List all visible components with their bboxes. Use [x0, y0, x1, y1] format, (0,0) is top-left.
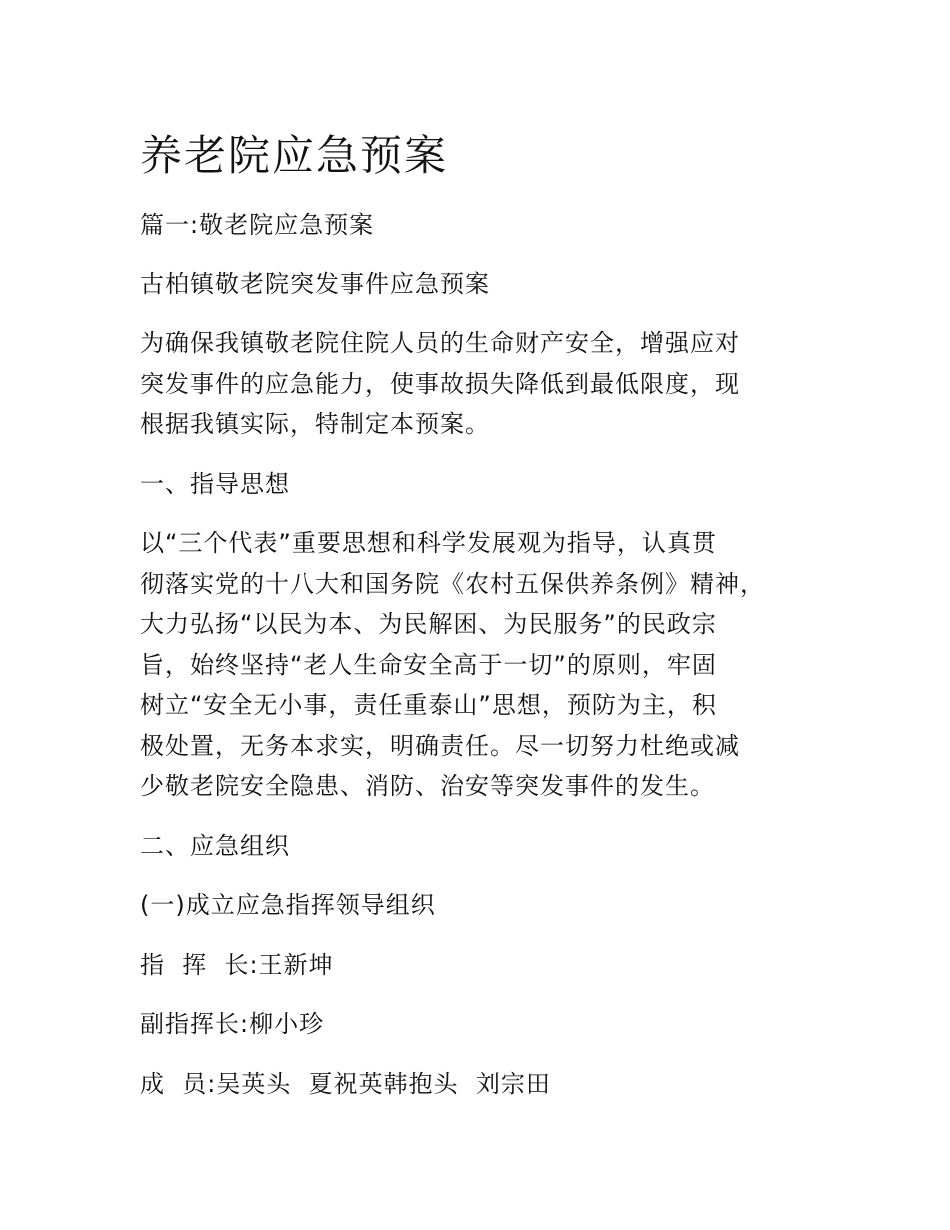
section-heading-guiding-thought: 一、指导思想 — [140, 470, 290, 498]
plan-subtitle: 古柏镇敬老院突发事件应急预案 — [140, 270, 490, 298]
commander-line: 指 挥 长:王新坤 — [140, 951, 334, 979]
guiding-thought-paragraph — [140, 523, 800, 807]
paragraph-line: 突发事件的应急能力，使事故损失降低到最低限度，现 — [140, 369, 740, 398]
paragraph-line: 以“三个代表”重要思想和科学发展观为指导，认真贯 — [140, 529, 717, 557]
document-title: 养老院应急预案 — [140, 131, 449, 180]
deputy-commander-line: 副指挥长:柳小珍 — [140, 1010, 325, 1038]
paragraph-line: 彻落实党的十八大和国务院《农村五保供养条例》精神， — [140, 569, 765, 598]
intro-paragraph — [140, 323, 800, 445]
paragraph-line: 少敬老院安全隐患、消防、治安等突发事件的发生。 — [140, 772, 715, 800]
section-heading-emergency-organization: 二、应急组织 — [140, 832, 290, 860]
members-line: 成 员:吴英头 夏祝英韩抱头 刘宗田 — [140, 1070, 551, 1098]
paragraph-line: 极处置，无务本求实，明确责任。尽一切努力杜绝或减 — [140, 731, 740, 760]
paragraph-line: 大力弘扬“以民为本、为民解困、为民服务”的民政宗 — [140, 610, 717, 638]
paragraph-line: 为确保我镇敬老院住院人员的生命财产安全，增强应对 — [140, 329, 740, 357]
subsection-heading-command-group: (一)成立应急指挥领导组织 — [140, 891, 436, 919]
paragraph-line: 树立“安全无小事，责任重泰山”思想，预防为主，积 — [140, 691, 717, 719]
section-heading-article-one: 篇一:敬老院应急预案 — [140, 211, 375, 239]
paragraph-line: 旨，始终坚持“老人生命安全高于一切”的原则，牢固 — [140, 650, 717, 679]
paragraph-line: 根据我镇实际，特制定本预案。 — [140, 410, 490, 438]
